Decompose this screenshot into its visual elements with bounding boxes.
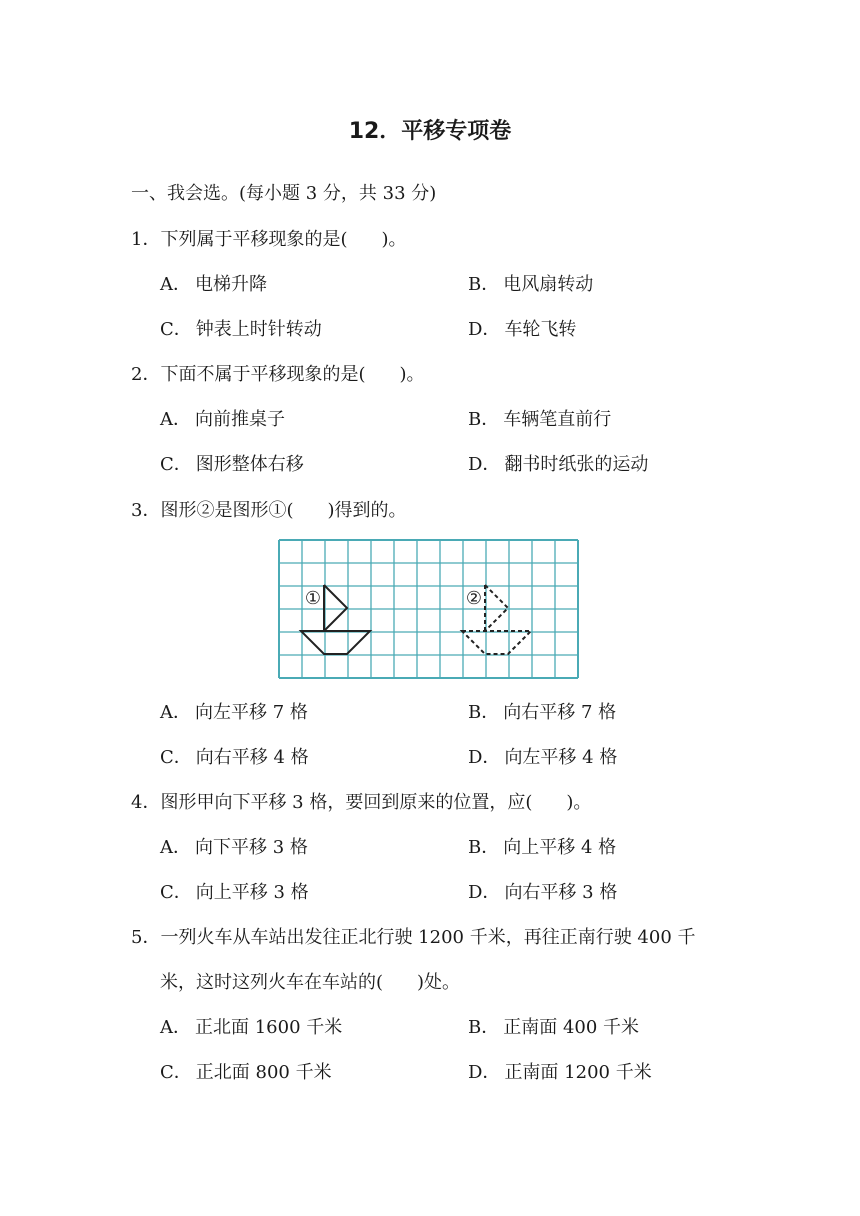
section-heading: 一、我会选。(每小题 3 分，共 33 分) xyxy=(131,183,437,204)
option-a[interactable] xyxy=(160,700,308,726)
option-label: D． xyxy=(468,454,501,475)
option-text: 车辆笔直前行 xyxy=(503,409,612,430)
option-label: B． xyxy=(468,1017,500,1038)
option-label: C． xyxy=(160,747,192,768)
question-5 xyxy=(131,925,696,951)
option-text: 电梯升降 xyxy=(195,274,267,295)
option-label: C． xyxy=(160,1062,192,1083)
option-text: 翻书时纸张的运动 xyxy=(504,454,649,475)
option-label: D． xyxy=(468,882,501,903)
option-a[interactable] xyxy=(160,272,267,298)
option-d[interactable] xyxy=(468,880,617,906)
page-title: 12．平移专项卷 xyxy=(348,119,512,144)
option-c[interactable] xyxy=(160,452,304,478)
question-number: 4． xyxy=(131,792,161,813)
option-text: 正南面 1200 千米 xyxy=(504,1062,652,1083)
option-text: 向上平移 3 格 xyxy=(195,882,309,903)
option-label: B． xyxy=(468,274,500,295)
option-text: 钟表上时针转动 xyxy=(195,319,322,340)
question-text-end: )。 xyxy=(566,792,592,813)
option-label: C． xyxy=(160,319,192,340)
option-text: 向左平移 7 格 xyxy=(195,702,308,723)
option-label: D． xyxy=(468,319,501,340)
question-text: 下面不属于平移现象的是( xyxy=(160,364,366,385)
option-text: 向前推桌子 xyxy=(195,409,285,430)
question-number: 2． xyxy=(131,364,161,385)
question-text-end: )得到的。 xyxy=(327,500,407,521)
option-text: 向右平移 7 格 xyxy=(503,702,617,723)
question-text-end: )。 xyxy=(399,364,425,385)
option-c[interactable] xyxy=(160,1060,332,1086)
figure-2-label: ② xyxy=(465,588,483,609)
question-text: 图形甲向下平移 3 格，要回到原来的位置，应( xyxy=(160,792,533,813)
option-text: 向下平移 3 格 xyxy=(195,837,308,858)
question-4 xyxy=(131,790,591,816)
option-label: D． xyxy=(468,1062,501,1083)
option-label: A． xyxy=(160,1017,191,1038)
question-5-continued xyxy=(160,970,460,996)
option-a[interactable] xyxy=(160,1015,342,1041)
option-b[interactable] xyxy=(468,1015,639,1041)
figure-1-label: ① xyxy=(304,588,322,609)
question-3 xyxy=(131,498,407,524)
option-d[interactable] xyxy=(468,317,576,343)
boat-2-sail xyxy=(485,585,508,631)
option-d[interactable] xyxy=(468,452,648,478)
translation-grid-figure xyxy=(278,539,584,681)
question-text: 米，这时这列火车在车站的( xyxy=(160,972,384,993)
option-text: 电风扇转动 xyxy=(503,274,594,295)
option-b[interactable] xyxy=(468,835,616,861)
option-label: B． xyxy=(468,409,500,430)
option-d[interactable] xyxy=(468,1060,652,1086)
question-text: 一列火车从车站出发往正北行驶 1200 千米，再往正南行驶 400 千 xyxy=(160,927,696,948)
option-a[interactable] xyxy=(160,407,285,433)
option-label: B． xyxy=(468,837,500,858)
option-text: 车轮飞转 xyxy=(504,319,577,340)
question-text: 下列属于平移现象的是( xyxy=(160,229,348,250)
question-text: 图形②是图形①( xyxy=(160,500,294,521)
question-number: 1． xyxy=(131,229,161,250)
question-text-end: )。 xyxy=(381,229,407,250)
option-text: 图形整体右移 xyxy=(195,454,304,475)
option-label: C． xyxy=(160,882,192,903)
option-text: 正北面 1600 千米 xyxy=(195,1017,343,1038)
option-label: A． xyxy=(160,837,191,858)
option-label: A． xyxy=(160,274,191,295)
option-text: 正南面 400 千米 xyxy=(503,1017,640,1038)
option-text: 向上平移 4 格 xyxy=(503,837,617,858)
option-text: 正北面 800 千米 xyxy=(195,1062,332,1083)
question-text-end: )处。 xyxy=(417,972,461,993)
option-b[interactable] xyxy=(468,272,593,298)
option-text: 向右平移 4 格 xyxy=(195,747,309,768)
option-a[interactable] xyxy=(160,835,308,861)
boat-2-hull xyxy=(462,631,531,654)
option-c[interactable] xyxy=(160,880,309,906)
option-text: 向左平移 4 格 xyxy=(504,747,618,768)
option-c[interactable] xyxy=(160,745,309,771)
question-number: 5． xyxy=(131,927,161,948)
question-number: 3． xyxy=(131,500,161,521)
option-b[interactable] xyxy=(468,700,616,726)
option-label: B． xyxy=(468,702,500,723)
option-label: D． xyxy=(468,747,501,768)
option-text: 向右平移 3 格 xyxy=(504,882,618,903)
option-b[interactable] xyxy=(468,407,611,433)
question-2 xyxy=(131,362,425,388)
option-label: C． xyxy=(160,454,192,475)
option-label: A． xyxy=(160,702,191,723)
boat-1-hull xyxy=(301,631,370,654)
option-c[interactable] xyxy=(160,317,322,343)
option-d[interactable] xyxy=(468,745,617,771)
boat-1-sail xyxy=(324,585,347,631)
question-1 xyxy=(131,227,407,253)
option-label: A． xyxy=(160,409,191,430)
